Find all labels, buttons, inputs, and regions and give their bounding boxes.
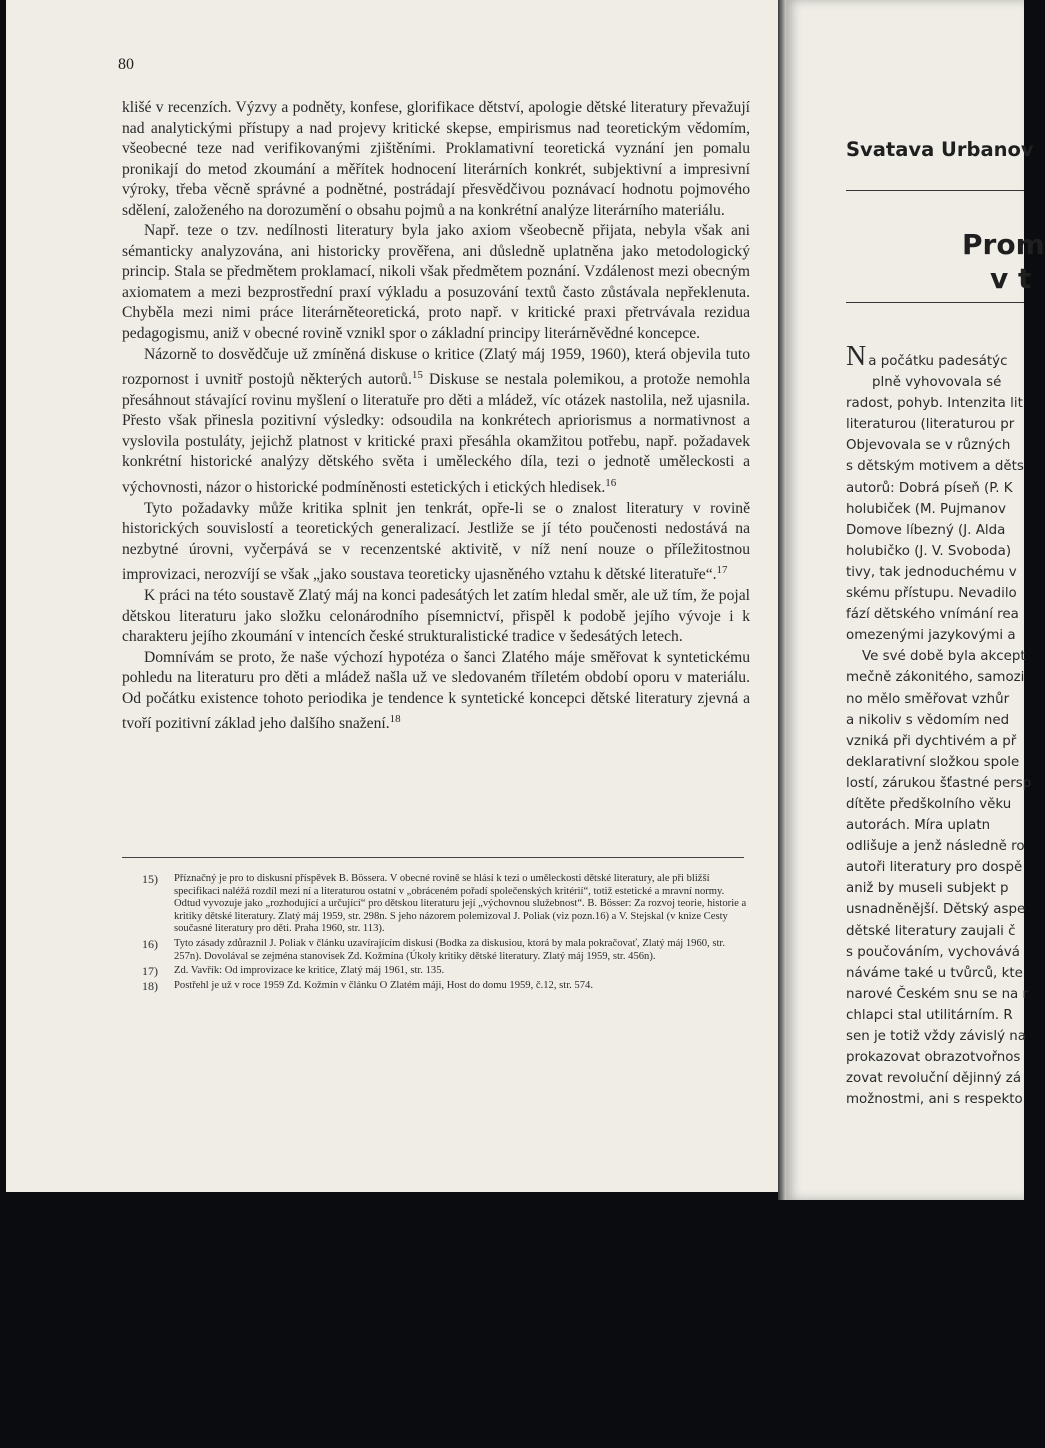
text-line: aniž by museli subjekt p bbox=[846, 881, 1009, 897]
paragraph-text: Tyto požadavky může kritika splnit jen tenkrát, opře-li se o znalost literatury v rovině historických souvislostí a teoretických generalizací. Jestliže se jí této poučenosti nedostává na nezbytné úrovni, vyčerpává se v recenzentské aktivitě, v níž není nouze o příležitostnou improvizaci, nerozvíjí se však „jako soustava teoreticky ujasněného vztahu k dětské literatuře“. bbox=[122, 499, 750, 584]
text-line: holubičko (J. V. Svoboda) bbox=[846, 543, 1012, 559]
text-line: deklarativní složkou spole bbox=[846, 754, 1020, 770]
footnotes bbox=[142, 873, 752, 994]
footnote bbox=[142, 938, 752, 963]
footnote-number: 15) bbox=[142, 872, 158, 886]
footnote bbox=[142, 980, 752, 993]
footnote-text: Příznačný je pro to diskusní příspěvek B. Bössera. V obecné rovině se hlásí k tezi o uměleckosti dětské literatury, ale při bližší specifikaci naléžá rozdíl mezi ní a literaturou ostatní v „obráceném pořadí společenských kritérií“, totiž estetické a mravní normy. Odtud vyvozuje jako „rozhodující a určující“ pro dětskou literaturu její „výchovnou služebnost“. B. Bösser: Za rozvoj teorie, historie a kritiky dětské literatury. Zlatý máj 1959, str. 298n. S jeho názorem polemizoval J. Poliak (viz pozn.16) a V. Stejskal (v knize Cesty současné literatury pro děti. Praha 1960, str. 113). bbox=[174, 873, 747, 935]
paragraph: Např. teze o tzv. nedílnosti literatury byla jako axiom všeobecně přijata, nebyla však ani sémanticky analyzována, ani historicky prověřena, ani důsledně uplatněna jako metodologický princip. Stala se předmětem proklamací, nikoli však předmětem poznání. Vzdálenost mezi obecným axiomatem a mezi bezprostřední praxí výkladu a posuzování textů často zůstávala nepřeklenuta. Chyběla mezi nimi práce literárněteoretická, proto např. v kritické praxi přetrvávala rezidua pedagogismu, aniž v obecné rovině vznikl spor o základní principy literárněvědné koncepce. bbox=[122, 222, 750, 343]
text-line: fází dětského vnímání rea bbox=[846, 607, 1019, 623]
text-line: Ve své době byla akcept bbox=[862, 649, 1026, 665]
book-gutter bbox=[778, 0, 786, 1200]
footnote-number: 16) bbox=[142, 936, 158, 951]
text-line: a nikoliv s vědomím ned bbox=[846, 712, 1010, 728]
text-line: lostí, zárukou šťastné persp bbox=[846, 775, 1032, 791]
text-line: mečně zákonitého, samozi bbox=[846, 670, 1025, 686]
text-line: radost, pohyb. Intenzita lit bbox=[846, 396, 1023, 412]
footnote-divider bbox=[122, 857, 744, 858]
title-rule-top bbox=[846, 190, 1024, 191]
text-line: náváme také u tvůrců, kte bbox=[846, 965, 1023, 981]
text-line: autorů: Dobrá píseň (P. K bbox=[846, 480, 1013, 496]
text-line: autoři literatury pro dospě bbox=[846, 860, 1023, 876]
text-line: omezenými jazykovými a bbox=[846, 628, 1016, 644]
paragraph bbox=[122, 499, 750, 586]
text-line: s dětským motivem a děts bbox=[846, 459, 1024, 475]
article-text-column bbox=[846, 341, 1032, 1110]
paragraph-text: Domnívám se proto, že naše výchozí hypotéza o šanci Zlatého máje směřovat k syntetickému pohledu na literaturu pro děti a mládež našla už ve sledovaném tříletém období oporu v materiálu. Od počátku existence tohoto periodika je tendence k syntetické koncepci dětské literatury zjevná a tvoří pozitivní základ jeho dalšího snažení. bbox=[122, 648, 750, 733]
page-number: 80 bbox=[118, 56, 134, 73]
article-title-line: v t bbox=[990, 262, 1032, 295]
drop-cap: N bbox=[846, 341, 867, 372]
text-line: Domove líbezný (J. Alda bbox=[846, 522, 1006, 538]
paragraph: klišé v recenzích. Výzvy a podněty, konfese, glorifikace dětství, apologie dětské literatury převažují nad analytickými přístupy a nad projevy kritické skepse, empirismus nad teoretickým vědomím, všeobecné teze nad verifikovanými zjištěními. Proklamativní teoretická vyznání jen pomalu pronikají do metod zkoumání a měřítek hodnocení literárních konkrét, subjektivní a impresivní výroky, třeba věcně správné a podnětné, postrádají přesvědčivou poznávací hodnotu pojmového sdělení, založeného na dorozumění o obsahu pojmů a na konkrétní analýze literárního materiálu. bbox=[122, 99, 750, 219]
text-line: autorách. Míra uplatn bbox=[846, 818, 991, 834]
text-line: s poučováním, vychovává bbox=[846, 944, 1021, 960]
paragraph: K práci na této soustavě Zlatý máj na konci padesátých let zatím hledal směr, ale už tím, že pojal dětskou literaturu jako složku celonárodního písemnictví, přispěl k podobě jejího vývoje i k charakteru jejího zkoumání v intencích české strukturalistické tradice v šedesátých letech. bbox=[122, 587, 750, 646]
text-line: odlišuje a jenž následně ro bbox=[846, 839, 1025, 855]
text-line: holubiček (M. Pujmanov bbox=[846, 501, 1006, 517]
footnote bbox=[142, 965, 752, 978]
paragraph-text: Názorně to dosvědčuje už zmíněná diskuse o kritice (Zlatý máj 1959, 1960), která objevila tuto rozpornost i uvnitř postojů některých autorů. bbox=[122, 345, 750, 389]
paragraph-text: Diskuse se nestala polemikou, a protože nemohla přesáhnout stávající rovinu myšlení o literatuře pro děti a mládež, víc otázek nastolila, než ujasnila. Přesto však přinesla pozitivní výsledky: odsoudila na konkrétech apriorismus a normativnost a vyslovila postuláty, jejichž platnost v kritické praxi přesáhla okamžitou potřebu, např. požadavek konkrétní historické analýzy dětského světa i uměleckého díla, tezi o jednotě uměleckosti a výchovnosti, názor o historické podmíněnosti estetických i etických hledisek. bbox=[122, 371, 750, 497]
footnote-text: Postřehl je už v roce 1959 Zd. Kožmín v článku O Zlatém máji, Host do domu 1959, č.12, str. 574. bbox=[174, 979, 593, 991]
text-line: dítěte předškolního věku bbox=[846, 796, 1012, 812]
article-author: Svatava Urbanov bbox=[846, 138, 1034, 161]
footnote-number: 17) bbox=[142, 964, 158, 979]
footnote-text: Tyto zásady zdůraznil J. Poliak v článku uzavírajícím diskusi (Bodka za diskusiou, ktorá by mala pokračovať, Zlatý máj 1960, str. 257n). Dovolával se zejména stanovisek Zd. Kožmína (Úkoly kritiky dětské literatury. Zlatý máj 1959, str. 456n). bbox=[174, 937, 725, 962]
footnote-text: Zd. Vavřík: Od improvizace ke kritice, Zlatý máj 1961, str. 135. bbox=[174, 965, 445, 977]
text-line: prokazovat obrazotvořnos bbox=[846, 1050, 1021, 1066]
text-line: skému přístupu. Nevadilo bbox=[846, 586, 1017, 602]
text-line: možnostmi, ani s respekto bbox=[846, 1092, 1023, 1108]
text-line: literaturou (literaturou pr bbox=[846, 417, 1015, 433]
text-line: plně vyhovovala sé bbox=[872, 375, 1002, 391]
title-rule-bottom bbox=[846, 302, 1024, 303]
text-line: chlapci stal utilitárním. R bbox=[846, 1007, 1013, 1023]
footnote bbox=[142, 873, 752, 936]
text-line: sen je totiž vždy závislý na bbox=[846, 1029, 1026, 1044]
footnote-ref: 17 bbox=[716, 564, 728, 577]
footnote-ref: 18 bbox=[389, 713, 401, 726]
text-line: vzniká při dychtivém a př bbox=[846, 733, 1017, 749]
body-text bbox=[122, 98, 750, 735]
footnote-number: 18) bbox=[142, 978, 158, 993]
text-line: tivy, tak jednoduchému v bbox=[846, 564, 1017, 580]
text-line: zovat revoluční dějinný zá bbox=[846, 1071, 1022, 1087]
footnote-ref: 15 bbox=[411, 369, 423, 382]
text-line: narové Českém snu se na r bbox=[846, 986, 1029, 1002]
paragraph bbox=[122, 345, 750, 499]
text-line: Objevovala se v různých bbox=[846, 438, 1011, 454]
text-line: usnadněnější. Dětský aspe bbox=[846, 902, 1026, 918]
paragraph bbox=[122, 648, 750, 735]
text-line: Na počátku padesátýc bbox=[846, 341, 1008, 372]
footnote-ref: 16 bbox=[605, 477, 617, 490]
text-line: dětské literatury zaujali č bbox=[846, 923, 1016, 939]
text-line: no mělo směřovat vzhůr bbox=[846, 691, 1010, 707]
article-title-line: Prom bbox=[962, 228, 1045, 261]
